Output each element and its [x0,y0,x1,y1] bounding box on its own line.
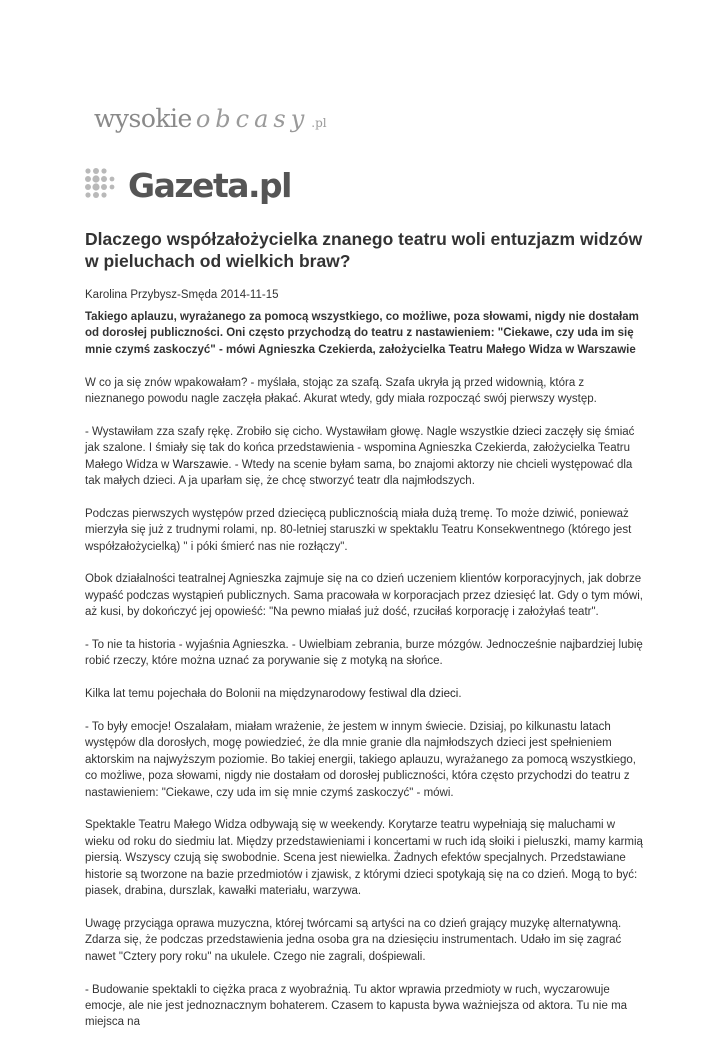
link-dla-dzieci[interactable]: dla dzieci [410,688,459,701]
text-span: . [458,688,462,701]
byline [85,289,279,301]
paragraph [85,686,645,702]
wysokie-obcasy-logo[interactable] [94,104,327,144]
paragraph: - Budowanie spektakli to ciężka praca z wyobraźnią. Tu aktor wprawia przedmioty w ruch, wyczarowuje emocje, ale nie jest jednoznacznym bohaterem. Czasem to kapusta bywa ważniejsza od aktora. Tu nie ma miejsca na [85,983,628,1029]
gazeta-dots-icon [84,167,122,203]
article-lead: Takiego aplauzu, wyrażanego za pomocą wszystkiego, co możliwe, poza słowami, nigdy nie dostałam od dorosłej publiczności. Oni często przychodzą do teatru z nastawieniem: "Ciekawe, czy uda im się mnie czymś zaskoczyć" - mówi Agnieszka Czekierda, założycielka Teatru Małego Widza w Warszawie [85,311,639,356]
text-span: . - Wtedy na scenie byłam sama, bo znajomi aktorzy nie chcieli występować dla tak małych dzieci. A ja uparłam się, że chcę stworzyć teatr dla najmłodszych. [85,458,633,488]
paragraph: W co ja się znów wpakowałam? - myślała, stojąc za szafą. Szafa ukryła ją przed widownią, która z nieznanego powodu nagle zaczęła płakać. Akurat wtedy, gdy miała rozpocząć swój pierwszy występ. [85,376,597,406]
paragraph: - To nie ta historia - wyjaśnia Agnieszka. - Uwielbiam zebrania, burze mózgów. Jednocześnie najbardziej lubię robić rzeczy, które można uznać za porywanie się z motyką na słońce. [85,639,643,668]
gazeta-wordmark: Gazeta.pl [128,165,291,205]
paragraph [85,424,645,490]
text-span: - Wystawiłam zza szafy rękę. Zrobiło się cicho. Wystawiłam głowę. Nagle wszystkie [85,425,513,438]
text-span: zaczęły się śmiać jak szalone. I śmiały się tak do końca przedstawienia - wspomina Agnieszka Czekierda, założycielka Teatru Małego Widza w [85,425,635,471]
article-title: Dlaczego współzałożycielka znanego teatru woli entuzjazm widzów w pieluchach od wielkich braw? [85,229,643,271]
link-dzieci[interactable]: dzieci [512,425,542,438]
publish-date: 2014-11-15 [220,289,279,301]
text-span: Kilka lat temu pojechała do Bolonii na międzynarodowy festiwal [85,688,411,701]
gazeta-pl-logo[interactable] [84,166,291,204]
paragraph: Spektakle Teatru Małego Widza odbywają się w weekendy. Korytarze teatru wypełniają się maluchami w wieku od roku do siedmiu lat. Między przedstawieniami i koncertami w ruch idą słoiki i pieluszki, mamy karmią piersią. Wszyscy czują się swobodnie. Scena jest niewielka. Żadnych efektów specjalnych. Przedstawiane historie są tworzone na bazie przedmiotów i zjawisk, z którymi dzieci spotykają się na co dzień. Mogą to być: piasek, drabina, durszlak, kawałki materiału, warzywa. [85,819,643,898]
paragraph: Podczas pierwszych występów przed dziecięcą publicznością miała dużą tremę. To może dziwić, ponieważ mierzyła się już z trudnymi rolami, np. 80-letniej staruszki w spektaklu Teatru Konsekwentnego (którego jest współzałożycielką) " i póki śmierć nas nie rozłączy". [85,507,632,553]
paragraph: - To były emocje! Oszalałam, miałam wrażenie, że jestem w innym świecie. Dzisiaj, po kilkunastu latach występów dla dorosłych, mogę powiedzieć, że dla mnie granie dla najmłodszych dzieci jest spełnieniem aktorskim na najwyższym poziomie. Bo takiej energii, takiego aplauzu, wyrażanego za pomocą wszystkiego, co możliwe, poza słowami, nigdy nie dostałam od dorosłej publiczności, która często przychodzi do teatru z nastawieniem: "Ciekawe, czy uda im się mnie czymś zaskoczyć" - mówi. [85,721,636,799]
logo-part-obcasy: obcasy [195,105,310,133]
link-warszawie[interactable]: Warszawie [172,458,229,471]
article-body [85,309,645,1047]
author-name: Karolina Przybysz-Smęda [85,289,218,301]
paragraph: Obok działalności teatralnej Agnieszka zajmuje się na co dzień uczeniem klientów korporacyjnych, jak dobrze wypaść podczas wystąpień publicznych. Sama pracowała w korporacjach przez dziesięć lat. Gdy o tym mówi, aż kusi, by dokończyć jej opowieść: "Na pewno miałaś już dość, rzuciłaś korporację i założyłaś teatr". [85,573,643,619]
logo-part-pl: .pl [311,116,327,130]
logo-part-wysokie: wysokie [94,104,192,133]
paragraph: Uwagę przyciąga oprawa muzyczna, której twórcami są artyści na co dzień grający muzykę alternatywną. Zdarza się, że podczas przedstawienia jedna osoba gra na dziesięciu instrumentach. Udało im się zagrać nawet "Cztery pory roku" na ukulele. Czego nie zagrali, dośpiewali. [85,917,622,963]
